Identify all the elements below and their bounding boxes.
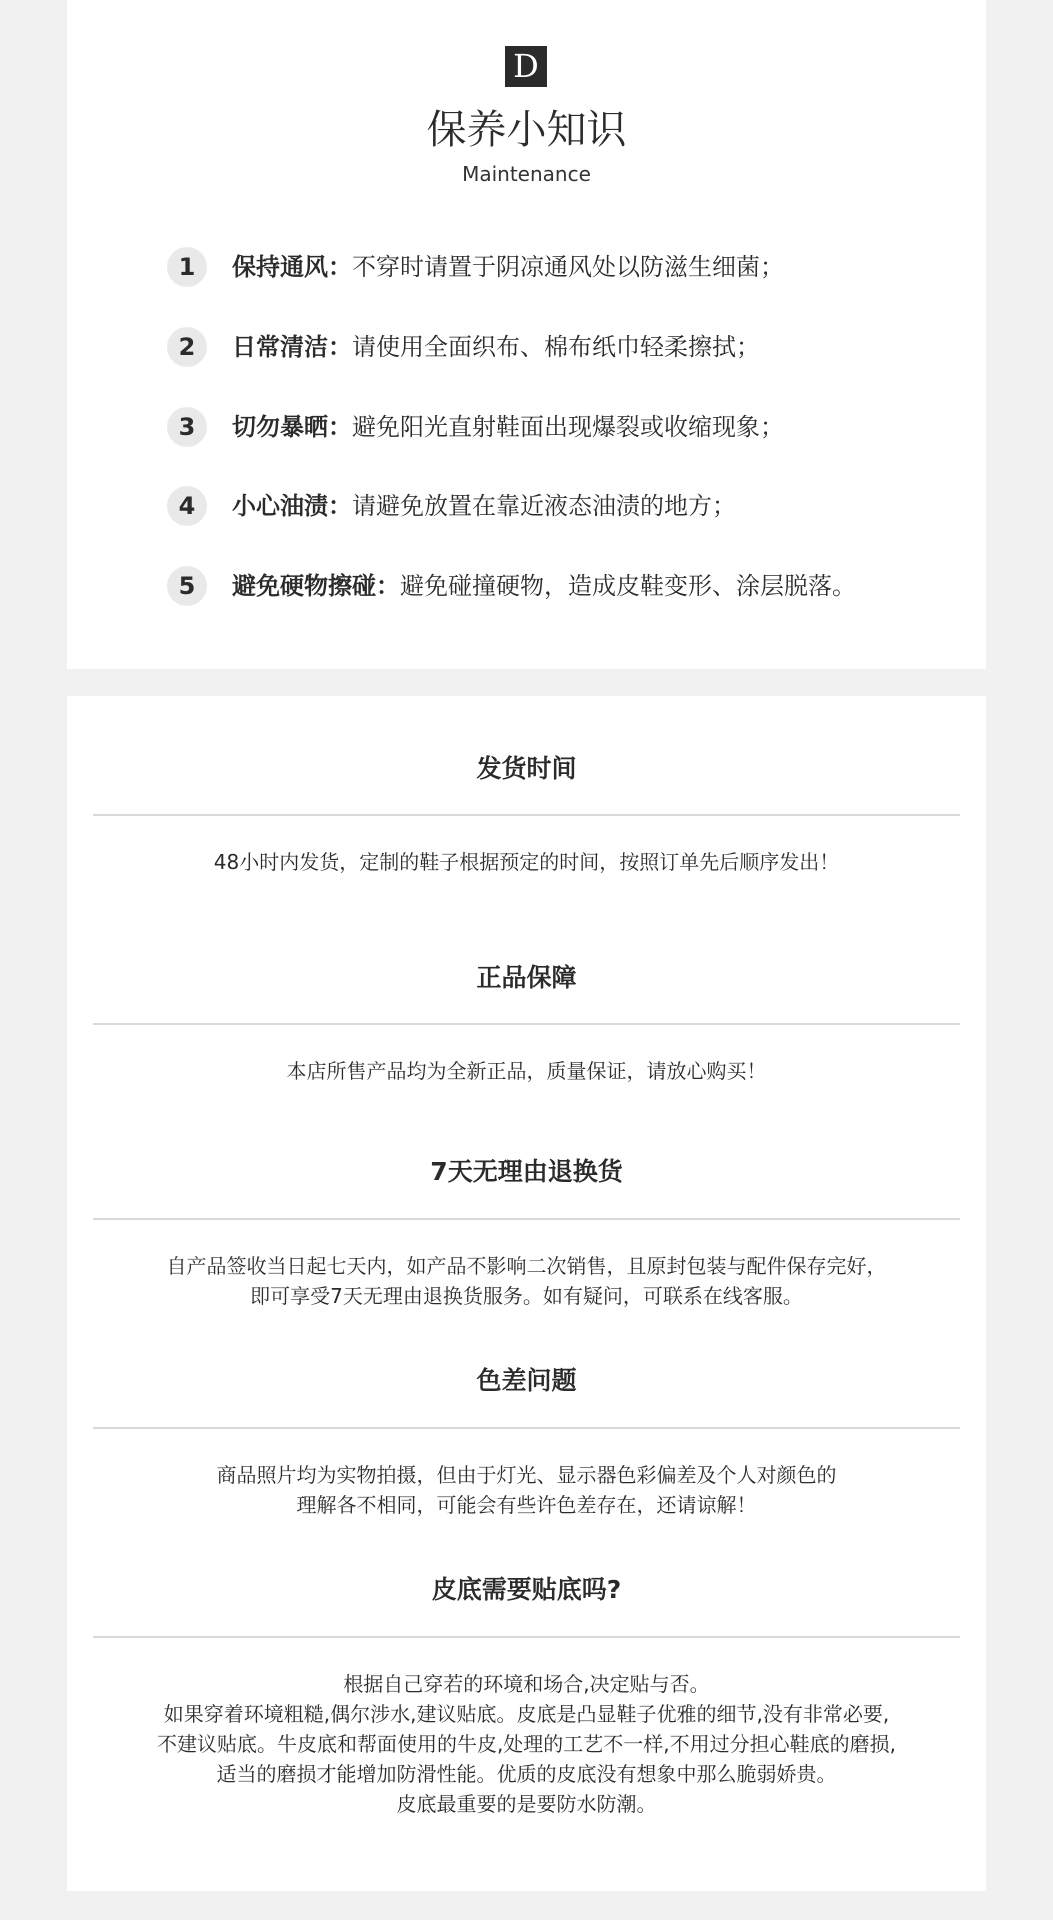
tip-number-badge: 1 (167, 247, 207, 287)
brand-logo: D (505, 46, 547, 87)
tip-description: 避免碰撞硬物，造成皮鞋变形、涂层脱落。 (400, 572, 856, 600)
section-divider (93, 814, 960, 816)
section-line: 48小时内发货，定制的鞋子根据预定的时间，按照订单先后顺序发出！ (213, 850, 840, 874)
tip-number-badge: 5 (167, 566, 207, 606)
section-title-shipping: 发货时间 (476, 754, 577, 783)
section-title-authentic: 正品保障 (476, 963, 577, 992)
tip-description: 请避免放置在靠近液态油渍的地方； (352, 492, 736, 520)
page-subtitle: Maintenance (462, 162, 591, 186)
section-line: 不建议贴底。牛皮底和帮面使用的牛皮,处理的工艺不一样,不用过分担心鞋底的磨损, (156, 1732, 897, 1756)
tip-label: 日常清洁： (232, 333, 352, 361)
tip-description: 请使用全面织布、棉布纸巾轻柔擦拭； (352, 333, 760, 361)
page-title: 保养小知识 (426, 107, 627, 153)
section-divider (93, 1636, 960, 1638)
tip-item-5 (167, 566, 856, 606)
section-body-sole-pad (67, 1669, 986, 1819)
section-line: 自产品签收当日起七天内，如产品不影响二次销售，且原封包装与配件保存完好， (166, 1254, 887, 1278)
tip-text (232, 247, 784, 287)
section-line: 适当的磨损才能增加防滑性能。优质的皮底没有想象中那么脆弱娇贵。 (216, 1762, 837, 1786)
section-line: 皮底最重要的是要防水防潮。 (396, 1792, 657, 1816)
section-title-color-difference: 色差问题 (476, 1366, 577, 1395)
section-line: 理解各不相同，可能会有些许色差存在，还请谅解！ (296, 1493, 757, 1517)
tip-text (232, 407, 784, 447)
tip-text (232, 486, 736, 526)
tip-text (232, 327, 760, 367)
section-title-sole-pad: 皮底需要贴底吗? (431, 1575, 622, 1604)
section-body-authentic (67, 1056, 986, 1086)
section-divider (93, 1427, 960, 1429)
section-line: 本店所售产品均为全新正品，质量保证，请放心购买！ (286, 1059, 767, 1083)
tip-item-1 (167, 247, 784, 287)
tip-text (232, 566, 856, 606)
section-line: 商品照片均为实物拍摄，但由于灯光、显示器色彩偏差及个人对颜色的 (216, 1463, 837, 1487)
section-line: 根据自己穿若的环境和场合,决定贴与否。 (343, 1672, 710, 1696)
section-title-returns: 7天无理由退换货 (430, 1157, 623, 1186)
service-info-card (67, 696, 986, 1891)
section-line: 即可享受7天无理由退换货服务。如有疑问，可联系在线客服。 (250, 1284, 803, 1308)
tip-label: 避免硬物擦碰： (232, 572, 400, 600)
section-body-color-difference (67, 1460, 986, 1520)
tip-number-badge: 2 (167, 327, 207, 367)
section-body-returns (67, 1251, 986, 1311)
section-divider (93, 1218, 960, 1220)
tip-item-4 (167, 486, 736, 526)
tip-label: 保持通风： (232, 253, 352, 281)
tip-label: 切勿暴晒： (232, 413, 352, 441)
tip-description: 避免阳光直射鞋面出现爆裂或收缩现象； (352, 413, 784, 441)
tip-item-2 (167, 327, 760, 367)
section-divider (93, 1023, 960, 1025)
tip-description: 不穿时请置于阴凉通风处以防滋生细菌； (352, 253, 784, 281)
tip-item-3 (167, 407, 784, 447)
maintenance-card (67, 0, 986, 669)
tip-label: 小心油渍： (232, 492, 352, 520)
section-line: 如果穿着环境粗糙,偶尔涉水,建议贴底。皮底是凸显鞋子优雅的细节,没有非常必要, (163, 1702, 890, 1726)
section-body-shipping (67, 847, 986, 877)
tip-number-badge: 3 (167, 407, 207, 447)
tip-number-badge: 4 (167, 486, 207, 526)
